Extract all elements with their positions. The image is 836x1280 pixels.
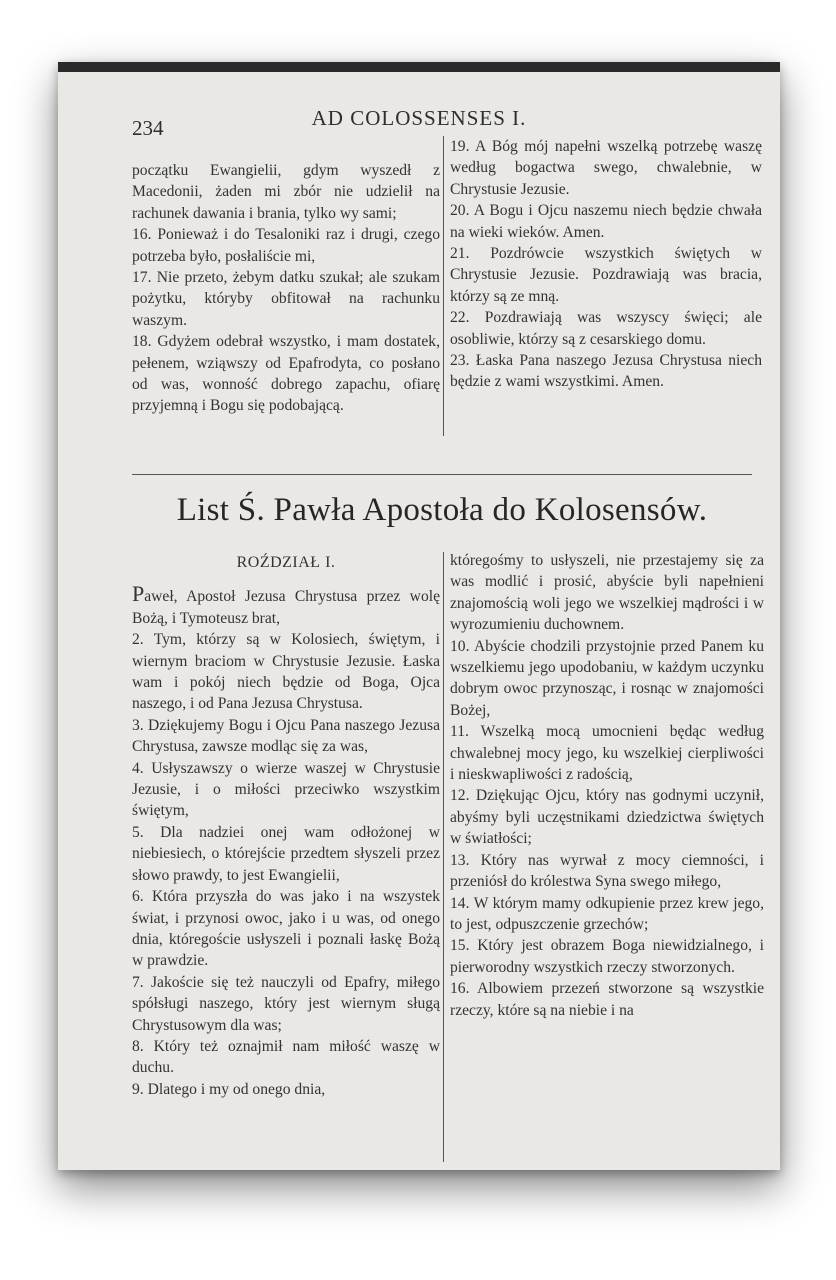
book-left-column [132,552,440,1100]
verse-paragraph: 8. Który też oznajmił nam miłość waszę w duchu. [132,1037,440,1077]
verse-paragraph: 21. Pozdrówcie wszystkich świętych w Chrystusie Jezusie. Pozdrawiają was bracia, którzy są ze mną. [450,245,762,305]
verse-paragraph: 15. Który jest obrazem Boga niewidzialnego, i pierworodny wszystkich rzeczy stworzonych. [450,937,764,976]
verse-paragraph: 2. Tym, którzy są w Kolosiech, świętym, i wiernym braciom w Chrystusie Jezusie. Łaska wam i pokój niech będzie od Boga, Ojca naszego, i od Pana Jezusa Chrystusa. [132,631,440,713]
verse-paragraph: 16. Ponieważ i do Tesaloniki raz i drugi, czego potrzeba było, posłaliście mi, [132,226,440,265]
book-title: List Ś. Pawła Apostoła do Kolosensów. [176,492,708,528]
verse-paragraph: 7. Jakoście się też nauczyli od Epafry, miłego spółsługi naszego, który jest wiernym sługą Chrystusowym dla was; [132,973,440,1034]
verse-paragraph: któregośmy to usłyszeli, nie przestajemy się za was modlić i prosić, abyście byli napełnieni znajomością woli jego we wszelkiej mądrości i w wyrozumieniu duchownem. [450,552,764,634]
verse-paragraph: 18. Gdyżem odebrał wszystko, i mam dostatek, pełenem, wziąwszy od Epafrodyta, co posłano od was, wonność dobrego zapachu, ofiarę przyjemną i Bogu się podobającą. [132,333,440,415]
first-verse-text: aweł, Apostoł Jezusa Chrystusa przez wolę Bożą, i Tymoteusz brat, [132,588,440,627]
verse-paragraph: 4. Usłyszawszy o wierze waszej w Chrystusie Jezusie, i o miłości przeciwko wszystkim świętym, [132,759,440,820]
verse-paragraph: 19. A Bóg mój napełni wszelką potrzebę waszę według bogactwa swego, chwalebnie, w Chrystusie Jezusie. [450,138,762,198]
page-number: 234 [132,116,164,140]
verse-paragraph: 11. Wszelką mocą umocnieni będąc według chwalebnej mocy jego, ku wszelkiej cierpliwości i nieskwapliwości z radością, [450,723,764,784]
verse-paragraph: 6. Która przyszła do was jako i na wszystek świat, i przynosi owoc, jako i u was, od onego dnia, któregoście usłyszeli i poznali łaskę Bożą w prawdzie. [132,888,440,970]
verse-paragraph: 5. Dla nadziei onej wam odłożonej w niebiesiech, o którejście przedtem słyszeli przez słowo prawdy, to jest Ewangielii, [132,823,440,884]
verse-paragraph: 10. Abyście chodzili przystojnie przed Panem ku wszelkiemu jego upodobaniu, w każdym uczynku dobrym owoc przynosząc, i rosnąc w znajomości Bożej, [450,637,764,719]
previous-epistle-right-column [450,136,762,393]
drop-cap: P [132,581,145,607]
column-divider [443,136,444,436]
verse-paragraph: 12. Dziękując Ojcu, który nas godnymi uczynił, abyśmy byli uczęstnikami dziedzictwa świętych w światłości; [450,787,764,848]
verse-paragraph: 13. Który nas wyrwał z mocy ciemności, i przeniósł do królestwa Syna swego miłego, [450,851,764,891]
running-title: AD COLOSSENSES I. [311,106,527,130]
verse-paragraph: 23. Łaska Pana naszego Jezusa Chrystusa niech będzie z wami wszystkimi. Amen. [450,352,762,391]
verse-paragraph: 17. Nie przeto, żebym datku szukał; ale szukam pożytku, któryby obfitował na rachunku waszym. [132,269,440,329]
previous-epistle-left-column [132,136,440,417]
section-divider [132,474,752,475]
book-page [58,62,780,1170]
verse-paragraph: początku Ewangielii, gdym wyszedł z Macedonii, żaden mi zbór nie udzielił na rachunek dawania i brania, tylko wy sami; [132,162,440,222]
verse-paragraph [132,583,440,629]
verse-paragraph: 20. A Bogu i Ojcu naszemu niech będzie chwała na wieki wieków. Amen. [450,202,762,241]
book-right-column [450,550,764,1021]
verse-paragraph: 22. Pozdrawiają was wszyscy święci; ale osobliwie, którzy są z cesarskiego domu. [450,309,762,348]
chapter-heading: ROŹDZIAŁ I. [236,554,336,571]
verse-paragraph: 16. Albowiem przezeń stworzone są wszystkie rzeczy, które są na niebie i na [450,980,764,1019]
verse-paragraph: 9. Dlatego i my od onego dnia, [132,1080,326,1098]
column-divider [443,552,444,1162]
verse-paragraph: 3. Dziękujemy Bogu i Ojcu Pana naszego Jezusa Chrystusa, zawsze modląc się za was, [132,716,440,756]
verse-paragraph: 14. W którym mamy odkupienie przez krew jego, to jest, odpuszczenie grzechów; [450,894,764,933]
